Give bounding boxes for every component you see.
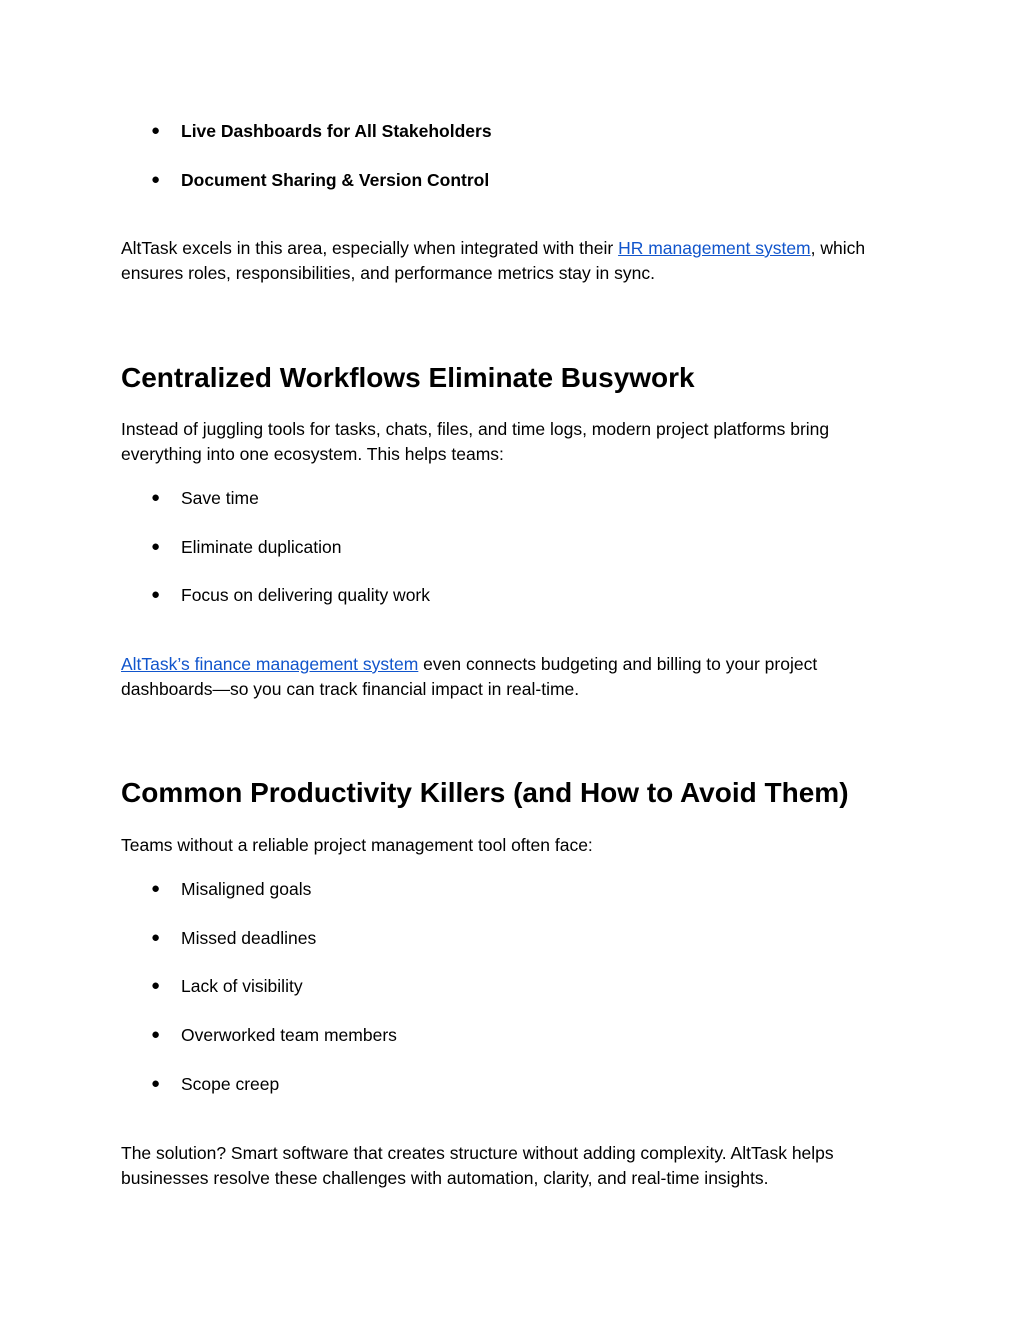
workflows-intro-line2: everything into one ecosystem. This helps teams:: [121, 443, 504, 464]
list-item: Misaligned goals: [181, 879, 312, 899]
bullet-marker: ●: [151, 880, 161, 897]
workflows-intro-line1: Instead of juggling tools for tasks, chats, files, and time logs, modern project platforms bring: [121, 419, 830, 439]
list-item: Document Sharing & Version Control: [181, 170, 490, 190]
list-item: Focus on delivering quality work: [181, 585, 431, 605]
hr-paragraph-line2: ensures roles, responsibilities, and performance metrics stay in sync.: [121, 262, 655, 283]
list-item: Eliminate duplication: [181, 537, 342, 557]
hr-paragraph-text-before: AltTask excels in this area, especially when integrated with their: [121, 238, 619, 258]
bullet-marker: ●: [151, 122, 161, 139]
section-heading-workflows: Centralized Workflows Eliminate Busywork: [121, 362, 695, 393]
bullet-marker: ●: [151, 977, 161, 994]
workflows-intro-paragraph: [121, 417, 921, 466]
killers-intro-paragraph: Teams without a reliable project management tool often face:: [121, 835, 593, 855]
bullet-marker: ●: [151, 171, 161, 188]
solution-paragraph: [121, 1141, 921, 1190]
finance-paragraph: [121, 652, 921, 701]
bullet-marker: ●: [151, 586, 161, 603]
hr-paragraph: [121, 236, 921, 285]
list-item: Scope creep: [181, 1074, 280, 1094]
finance-management-system-link[interactable]: AltTask’s finance management system: [121, 654, 419, 674]
list-item: Overworked team members: [181, 1025, 397, 1045]
hr-management-system-link[interactable]: HR management system: [618, 238, 811, 258]
solution-line1: The solution? Smart software that creates structure without adding complexity. AltTask helps: [121, 1143, 834, 1163]
list-item: Live Dashboards for All Stakeholders: [181, 121, 492, 141]
solution-line2: businesses resolve these challenges with automation, clarity, and real-time insights.: [121, 1167, 769, 1188]
section-heading-productivity-killers: Common Productivity Killers (and How to Avoid Them): [121, 777, 849, 808]
hr-paragraph-text-after: , which: [810, 238, 866, 258]
finance-paragraph-text-after: even connects budgeting and billing to your project: [418, 654, 818, 674]
bullet-marker: ●: [151, 1075, 161, 1092]
finance-paragraph-line2: dashboards—so you can track financial impact in real-time.: [121, 678, 580, 699]
bullet-marker: ●: [151, 1026, 161, 1043]
bullet-marker: ●: [151, 538, 161, 555]
bullet-marker: ●: [151, 929, 161, 946]
list-item: Missed deadlines: [181, 928, 317, 948]
bullet-marker: ●: [151, 489, 161, 506]
list-item: Lack of visibility: [181, 976, 303, 996]
list-item: Save time: [181, 488, 259, 508]
